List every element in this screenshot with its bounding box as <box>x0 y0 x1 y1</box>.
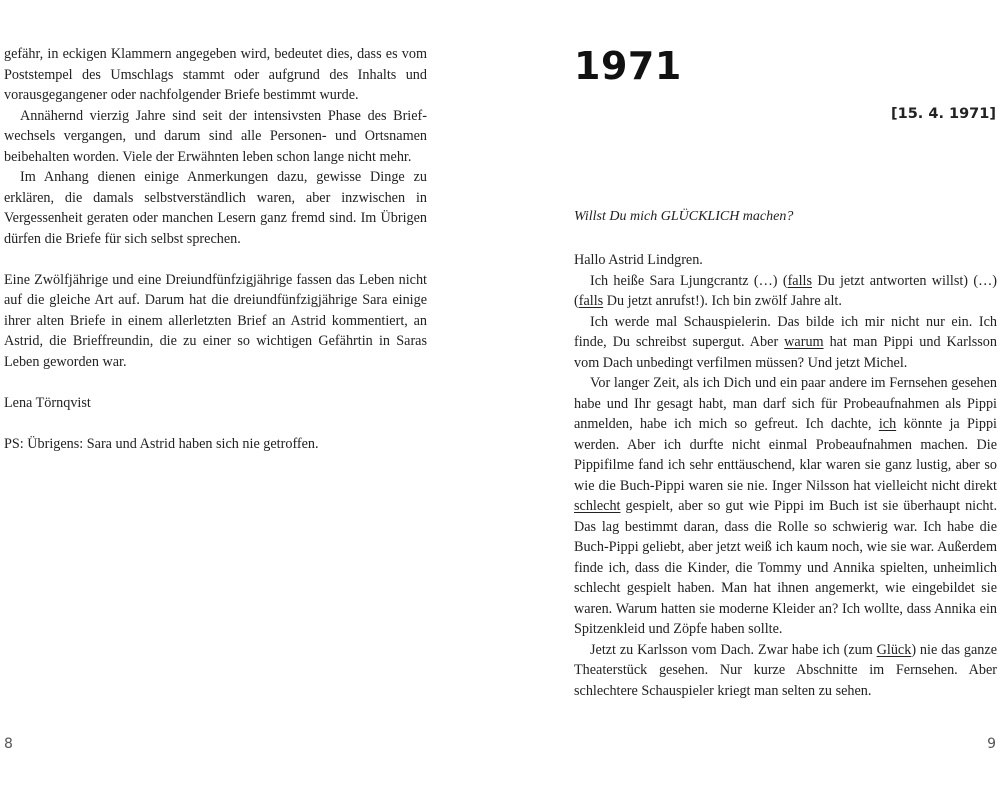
chapter-year-heading: 1971 <box>574 44 682 88</box>
intro-paragraph-2: Annähernd vierzig Jahre sind seit der intensivsten Phase des Briefwechsels vergangen, und darum sind alle Personen- und Ortsnamen beibehalten worden. Viele der Erwähnten leben schon lange nicht mehr. <box>4 107 427 165</box>
letter-paragraph-2: Ich werde mal Schauspielerin. Das bilde ich mir nicht nur ein. Ich finde, Du schreibst supergut. Aber warum hat man Pippi und Karlsson vom Dach unbedingt verfilmen müssen? Und jetzt Michel. <box>574 313 997 371</box>
underlined-word: Glück <box>876 641 912 658</box>
page-number-right: 9 <box>987 736 996 752</box>
letter-greeting: Hallo Astrid Lindgren. <box>574 252 703 268</box>
postscript: PS: Übrigens: Sara und Astrid haben sich nie getroffen. <box>4 435 319 452</box>
page-number-left: 8 <box>4 736 13 752</box>
letter-paragraph-4: Jetzt zu Karlsson vom Dach. Zwar habe ich (zum Glück) nie das ganze Theaterstück gesehen. Nur kurze Abschnitte im Fernsehen. Aber schlechtere Schauspieler kriegt man selten zu sehen. <box>574 641 997 699</box>
underlined-word: warum <box>784 334 824 350</box>
underlined-word: falls <box>578 293 604 309</box>
intro-paragraph-1: gefähr, in eckigen Klammern angegeben wird, bedeutet dies, dass es vom Poststempel des Umschlags stammt oder aufgrund des Inhalts und vorausgegangener oder nachfolgender Briefe bestimmt wurde. <box>4 46 427 103</box>
underlined-word: falls <box>787 272 812 289</box>
author-signature: Lena Törnqvist <box>4 394 91 411</box>
letter-motto: Willst Du mich GLÜCKLICH machen? <box>574 209 794 224</box>
underlined-word: ich <box>878 416 897 432</box>
letter-body <box>574 250 997 701</box>
letter-date: [15. 4. 1971] <box>891 106 996 122</box>
left-page-body <box>4 44 427 454</box>
intro-paragraph-4: Eine Zwölfjährige und eine Dreiundfünfzigjährige fassen das Leben nicht auf die gleiche Art auf. Darum hat die dreiundfünfzigjährige Sara einige ihrer alten Briefe in einem allerletzten Brief an Astrid kommentiert, an Astrid, die Brieffreundin, die zu einer so wichtigen Gefährtin in Saras Leben geworden war. <box>4 271 427 370</box>
intro-paragraph-3: Im Anhang dienen einige Anmerkungen dazu, gewisse Dinge zu erklären, die damals selbstverständlich waren, aber inzwischen in Vergessenheit geraten oder manchen Lesern ganz fremd sind. Im Übrigen dürfen die Briefe für sich selbst sprechen. <box>4 169 427 247</box>
letter-paragraph-1: Ich heiße Sara Ljungcrantz (…) (falls Du jetzt antworten willst) (…) (falls Du jetzt anrufst!). Ich bin zwölf Jahre alt. <box>574 272 997 309</box>
underlined-word: schlecht <box>574 498 621 514</box>
letter-paragraph-3: Vor langer Zeit, als ich Dich und ein paar andere im Fernsehen gesehen habe und Ihr gesagt habt, man darf sich für Probeaufnahmen als Pippi anmelden, habe ich mich so gefreut. Ich dachte, ich könnte ja Pippi werden. Aber ich durfte nicht einmal Probeaufnahmen machen. Die Pippifilme fand ich sehr enttäuschend, klar waren sie ganz lustig, aber so wie die Buch-Pippi waren sie nie. Inger Nilsson hat vielleicht nicht direkt schlecht gespielt, aber so gut wie Pippi im Buch ist sie überhaupt nicht. Das lag bestimmt daran, dass die Rolle so schwierig war. Ich habe die Buch-Pippi geliebt, aber jetzt weiß ich kaum noch, wie sie war. Außerdem finde ich, dass die Kinder, die Tommy und Annika spielten, unheimlich schlecht gespielt haben. Man hat ihnen angemerkt, wie eingebildet sie waren. Warum hatten sie moderne Kleider an? Ich wollte, dass Annika ein Spitzenkleid und Zöpfe haben sollte. <box>574 375 997 637</box>
right-page <box>500 0 1000 800</box>
